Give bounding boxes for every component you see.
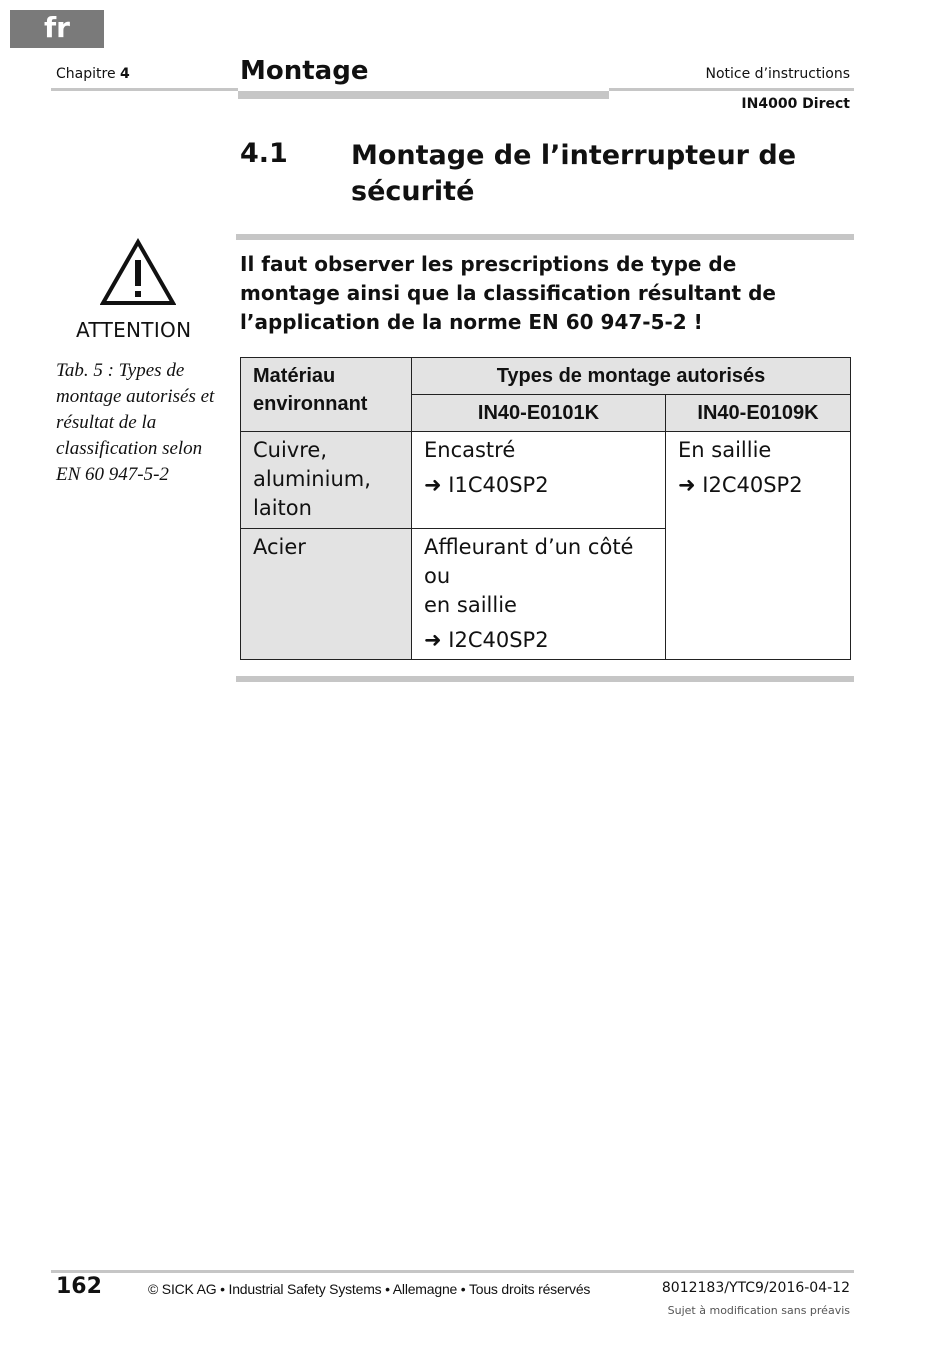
header-material: Matériau environnant — [241, 358, 412, 432]
chapter-label-text: Chapitre — [56, 66, 116, 82]
mounting-type: En saillie — [678, 438, 772, 462]
header-title: Montage — [240, 56, 369, 86]
material-cell: Acier — [241, 529, 412, 660]
document-id: 8012183/YTC9/2016-04-12 — [661, 1280, 850, 1296]
copyright: © SICK AG • Industrial Safety Systems • Allemagne • Tous droits réservés — [148, 1281, 591, 1297]
mounting-type: Encastré — [424, 438, 516, 462]
header-col1: IN40-E0101K — [412, 395, 666, 432]
mounting-cell — [412, 432, 666, 529]
header-mounting-types: Types de montage autorisés — [412, 358, 851, 395]
header-rule-left — [51, 88, 238, 91]
warning-label: ATTENTION — [76, 318, 192, 342]
mounting-cell — [412, 529, 666, 660]
chapter-number: 4 — [120, 66, 130, 82]
section-title: Montage de l’interrupteur de sécurité — [351, 140, 797, 207]
section-number: 4.1 — [240, 138, 288, 169]
page-number: 162 — [56, 1274, 102, 1299]
mounting-types-table — [240, 357, 851, 660]
footer-note: Sujet à modification sans préavis — [667, 1304, 850, 1317]
chapter-label — [56, 66, 130, 82]
footer-rule — [51, 1270, 854, 1273]
classification-code: ➜ I2C40SP2 — [678, 473, 803, 497]
warning-box-bottom-rule — [236, 676, 854, 682]
classification-code: ➜ I2C40SP2 — [424, 628, 549, 652]
mounting-cell-col2 — [666, 432, 851, 660]
mounting-type-line: Affleurant d’un côté — [424, 535, 634, 559]
classification-code: ➜ I1C40SP2 — [424, 473, 549, 497]
mounting-type-line: ou — [424, 564, 451, 588]
table-caption: Tab. 5 : Types de montage autorisés et résultat de la classification selon EN 60 947-5-2 — [56, 360, 215, 485]
mounting-type-line: en saillie — [424, 593, 517, 617]
warning-triangle-icon — [100, 238, 176, 306]
table-row — [241, 432, 851, 529]
warning-box-top-rule — [236, 234, 854, 240]
header-rule-right — [609, 88, 854, 91]
table-header-row — [241, 358, 851, 395]
product-name: IN4000 Direct — [741, 96, 850, 112]
warning-text: Il faut observer les prescriptions de type de montage ainsi que la classification résultant de l’application de la norme EN 60 947-5-2 ! — [240, 252, 776, 334]
document-type: Notice d’instructions — [705, 66, 850, 82]
header-rule-middle — [238, 91, 609, 99]
language-tab: fr — [10, 10, 104, 48]
material-cell: Cuivre, aluminium, laiton — [241, 432, 412, 529]
header-col2: IN40-E0109K — [666, 395, 851, 432]
